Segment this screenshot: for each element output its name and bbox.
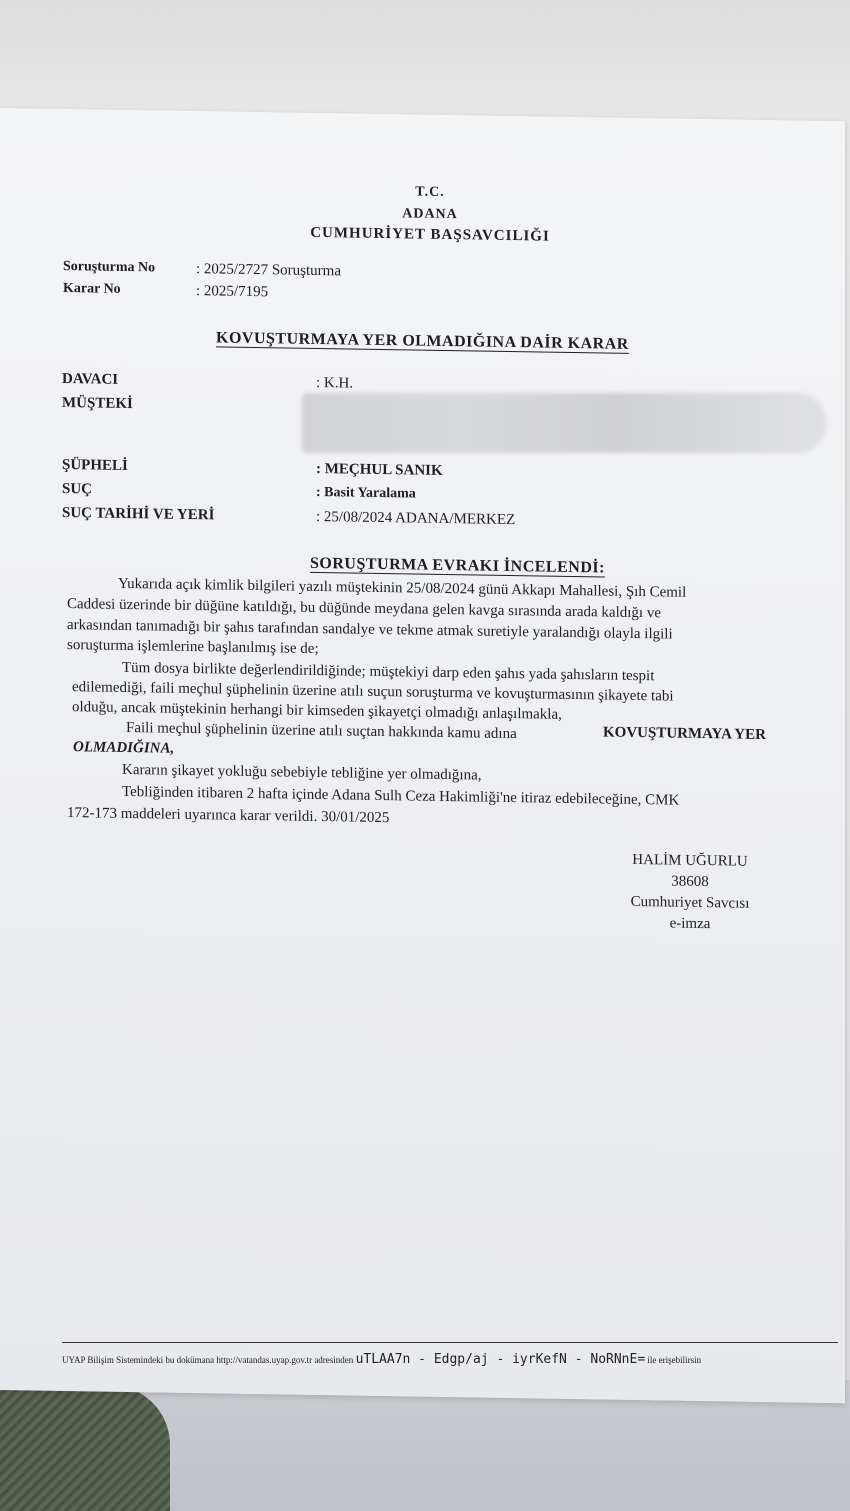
signature-title: Cumhuriyet Savcısı (630, 893, 750, 912)
header-city: ADANA (402, 206, 458, 223)
body-p4: Kararın şikayet yokluğu sebebiyle tebliğine yer olmadığına, (122, 761, 482, 784)
body-p2-line2: edilemediği, faili meçhul şüphelinin üzerine atılı suçun soruşturma ve kovuşturmasının şikayete tabi (72, 679, 674, 705)
footer-divider (62, 1342, 838, 1343)
supheli-value: : MEÇHUL SANIK (316, 460, 443, 479)
body-p1-line1: Yukarıda açık kimlik bilgileri yazılı müştekinin 25/08/2024 günü Akkapı Mahallesi, Şıh Cemil (118, 575, 687, 601)
signature-number: 38608 (671, 873, 709, 891)
body-p1-line3: arkasından tanımadığı bir şahıs tarafından sandalye ve tekme atmak suretiyle yaralandığı olayla ilgili (67, 617, 673, 643)
suc-label: SUÇ (62, 480, 93, 498)
signature-esign: e-imza (669, 915, 711, 933)
footer-suffix: ile erişebilirsin (647, 1355, 702, 1365)
body-p3-line1: Faili meçhul şüphelinin üzerine atılı suçtan hakkında kamu adına (126, 719, 517, 743)
davaci-value: : K.H. (316, 374, 354, 392)
body-p1-line4: soruşturma işlemlerine başlanılmış ise de; (67, 637, 319, 658)
suc-value: : Basit Yaralama (316, 484, 416, 502)
document-page (0, 108, 845, 1403)
body-p3-bold2: OLMADIĞINA, (73, 739, 175, 757)
sorusturma-label: Soruşturma No (63, 258, 156, 276)
karar-value: : 2025/7195 (196, 283, 269, 301)
supheli-label: ŞÜPHELİ (62, 456, 128, 475)
body-p1-line2: Caddesi üzerinde bir düğüne katıldığı, bu düğünde meydana gelen kavga sırasında arada kaldığı ve (67, 596, 661, 622)
signature-name: HALİM UĞURLU (632, 851, 748, 870)
header-office: CUMHURİYET BAŞSAVCILIĞI (310, 224, 550, 245)
musteki-label: MÜŞTEKİ (62, 394, 133, 413)
body-p5-line1: Tebliğinden itibaren 2 hafta içinde Adana Sulh Ceza Hakimliği'ne itiraz edebileceğine, CMK (122, 783, 680, 809)
davaci-label: DAVACI (62, 370, 119, 388)
section-title: SORUŞTURMA EVRAKI İNCELENDİ: (310, 554, 605, 577)
karar-label: Karar No (63, 280, 121, 297)
footer-prefix: UYAP Bilişim Sistemindeki bu dokümana http://vatandas.uyap.gov.tr adresinden (62, 1355, 354, 1365)
document-title: KOVUŞTURMAYA YER OLMADIĞINA DAİR KARAR (216, 329, 629, 353)
body-p3-bold1: KOVUŞTURMAYA YER (603, 724, 766, 744)
suc-tarihi-value: : 25/08/2024 ADANA/MERKEZ (316, 508, 516, 529)
footer-code: uTLAA7n - Edgp/aj - iyrKefN - NoRNnE= (355, 1352, 646, 1367)
body-p5-line2: 172-173 maddeleri uyarınca karar verildi. 30/01/2025 (67, 805, 390, 827)
sorusturma-value: : 2025/2727 Soruşturma (196, 261, 341, 280)
header-tc: T.C. (415, 184, 445, 200)
body-p2-line3: olduğu, ancak müştekinin herhangi bir kimseden şikayetçi olmadığı anlaşılmakla, (72, 699, 562, 723)
body-p2-line1: Tüm dosya birlikte değerlendirildiğinde; müştekiyi darp eden şahıs yada şahısların tespit (122, 659, 655, 685)
footer-note (62, 1352, 701, 1367)
suc-tarihi-label: SUÇ TARİHİ VE YERİ (62, 504, 215, 524)
redaction-blur (302, 393, 827, 453)
background-fabric (0, 1385, 170, 1511)
